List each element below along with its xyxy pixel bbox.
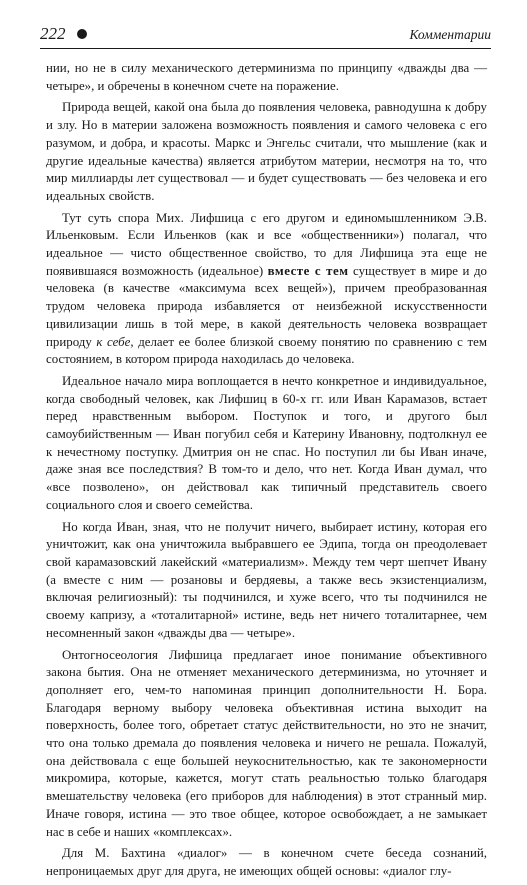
emphasis-text: вместе с тем [267,263,349,278]
paragraph-text: существует в мире и до человека (в качестве «максимума всех вещей»), причем преобразованная трудом человека природа избавляется от неизбежной искусственности цивилизации лишь в той мере, в какой деятельность человека возвращает природу [46,263,487,349]
body-text [46,60,487,885]
paragraph: Природа вещей, какой она была до появления человека, равнодушна к добру и злу. Но в материи заложена возможность появления и самого человека с его разумом, и добра, и красоты. Маркс и Энгельс считали, что мышление (как и другие идеальные качества) является атрибутом материи, несмотря на то, что мир миллиарды лет существовал — и будет существовать — без человека и его идеальных свойств. [46,100,487,203]
paragraph: Онтогносеология Лифшица предлагает иное понимание объективного закона бытия. Она не отменяет механического детерминизма, но уточняет и дополняет его, чем-то напоминая принцип дополнительности Н. Бора. Благодаря верному выбору человека объективная истина выходит на поверхность, более того, обретает статус действительности, но это не значит, что она только дремала до появления человека и ничего не решала. Пожалуй, она действовала с еще большей неукоснительностью, как те закономерности микромира, которые, кажется, могут стать реальностью только благодаря вмешательству человека (его приборов для наблюдения) в этот странный мир. Иначе говоря, истина — это твое общее, которое освобождает, а не замыкает нас в себе и наших «комплексах». [46,647,487,839]
header-rule [40,48,491,49]
paragraph [46,210,487,369]
bullet-icon [77,29,87,39]
paragraph: Для М. Бахтина «диалог» — в конечном счете беседа сознаний, непроницаемых друг для друга, не имеющих общей основы: «диалог глу- [46,846,487,878]
paragraph: нии, но не в силу механического детерминизма по принципу «дважды два — четыре», и обречены в конечном счете на поражение. [46,61,487,93]
paragraph: Идеальное начало мира воплощается в нечто конкретное и индивидуальное, когда свободный человек, как Лифшиц в 60-х гг. или Иван Карамазов, встает перед нравственным выбором. Поступок и того, и другого был самоубийственным — Иван погубил себя и Катерину Ивановну, подтолкнул ее к нечестному поступку. Дмитрия он не спас. Но поступил ли бы Иван иначе, даже зная все последствия? В том-то и дело, что нет. Когда Иван думал, что «все позволено», он действовал как типичный представитель своего социального слоя и своего семейства. [46,373,487,512]
section-title: Комментарии [409,27,491,42]
running-header [40,24,491,46]
paragraph-text: , делает ее более близкой своему понятию по сравнению с тем состоянием, в котором природа находилась до человека. [46,334,487,367]
paragraph-text: Тут суть спора Мих. Лифшица с его другом и единомышленником Э.В. Ильенковым. Если Ильенков (как и все «общественники») полагал, что идеальное — чисто общественное свойство, то для Лифшица эта еще не появившаяся возможность (идеальное) [46,210,487,278]
page-number: 222 [40,24,66,43]
paragraph: Но когда Иван, зная, что не получит ничего, выбирает истину, которая его уничтожит, как она уничтожила выбравшего ее Эдипа, тогда он преодолевает свой карамазовский лакейский «материализм». Между тем черт шепчет Ивану (а вместе с ним — розановы и бердяевы, а также весь экзистенциализм, включая религиозный): ты подчинился, и хуже всего, что ты подчинился не своему капризу, а «тоталитарной» истине, ведь нет ничего тоталитарнее, чем несомненный закон «дважды два — четыре». [46,519,487,640]
italic-text: к себе [96,334,131,349]
